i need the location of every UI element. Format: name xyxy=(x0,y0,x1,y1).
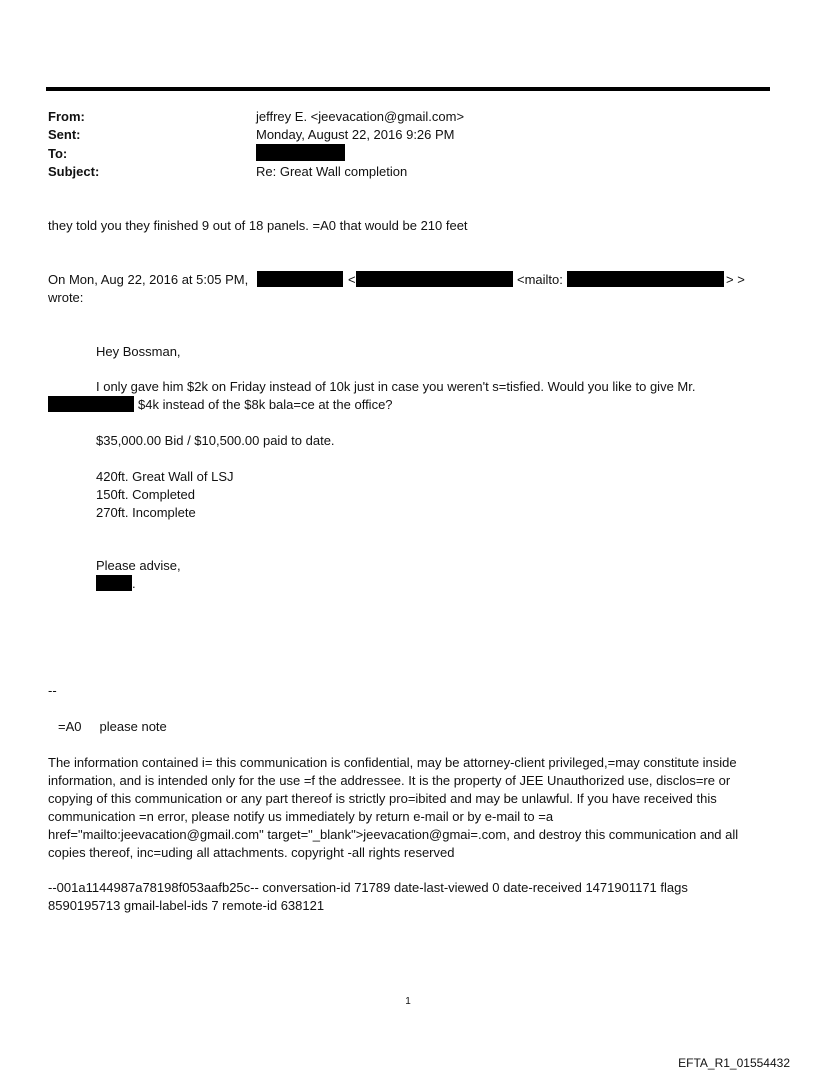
redaction-to xyxy=(256,144,345,161)
list-item: 420ft. Great Wall of LSJ xyxy=(96,469,234,484)
quote-mailto: <mailto: xyxy=(517,272,563,287)
reply-line: they told you they finished 9 out of 18 panels. =A0 that would be 210 feet xyxy=(48,218,468,233)
para1-line1: I only gave him $2k on Friday instead of 10k just in case you weren't s=tisfied. Would you like to give Mr. xyxy=(96,379,696,394)
sig-dash: -- xyxy=(48,683,57,698)
document-id: EFTA_R1_01554432 xyxy=(678,1056,790,1070)
sent-label: Sent: xyxy=(48,127,81,142)
quote-gt: > > xyxy=(726,272,745,287)
from-label: From: xyxy=(48,109,85,124)
redaction-sender-email xyxy=(356,271,513,287)
sent-value: Monday, August 22, 2016 9:26 PM xyxy=(256,127,455,142)
greeting: Hey Bossman, xyxy=(96,344,181,359)
quote-lt: < xyxy=(348,272,356,287)
note-line: =A0 please note xyxy=(58,719,167,734)
meta-line: --001a1144987a78198f053aafb25c-- conversation-id 71789 date-last-viewed 0 date-received 1471901171 flags 8590195713 gmail-label-ids 7 remote-id 638121 xyxy=(48,880,688,913)
redaction-name xyxy=(48,396,134,412)
closing-period: . xyxy=(132,576,136,591)
list-item: 150ft. Completed xyxy=(96,487,196,502)
bid-line: $35,000.00 Bid / $10,500.00 paid to date. xyxy=(96,433,335,448)
redaction-sender-name xyxy=(257,271,343,287)
to-label: To: xyxy=(48,146,68,161)
closing: Please advise, xyxy=(96,558,181,573)
subject-label: Subject: xyxy=(48,164,100,179)
disclaimer: The information contained i= this communication is confidential, may be attorney-client privileged,=may constitute inside information, and is intended only for the use =f the addressee. It is the property of JEE Unauthorized use, disclos=re or copying of this communication or any part thereof is strictly pro=ibited and may be unlawful. If you have received this communication =n error, please notify us immediately by return e-mail or by e-mail to =a href="mailto:jeevacation@gmail.com" target="_blank">jeevacation@gmai=.com, and destroy this communication and all copies thereof, inc=uding all attachments. copyright -all rights reserved xyxy=(48,755,739,860)
quote-intro-start: On Mon, Aug 22, 2016 at 5:05 PM, xyxy=(48,272,249,287)
header-rule xyxy=(46,87,770,91)
subject-value: Re: Great Wall completion xyxy=(256,164,408,179)
list-item: 270ft. Incomplete xyxy=(96,505,196,520)
from-value: jeffrey E. <jeevacation@gmail.com> xyxy=(256,109,465,124)
para1-line2: $4k instead of the $8k bala=ce at the office? xyxy=(138,397,393,412)
page-number: 1 xyxy=(405,996,411,1007)
redaction-mailto-email xyxy=(567,271,724,287)
redaction-signature xyxy=(96,575,132,591)
quote-wrote: wrote: xyxy=(48,290,84,305)
